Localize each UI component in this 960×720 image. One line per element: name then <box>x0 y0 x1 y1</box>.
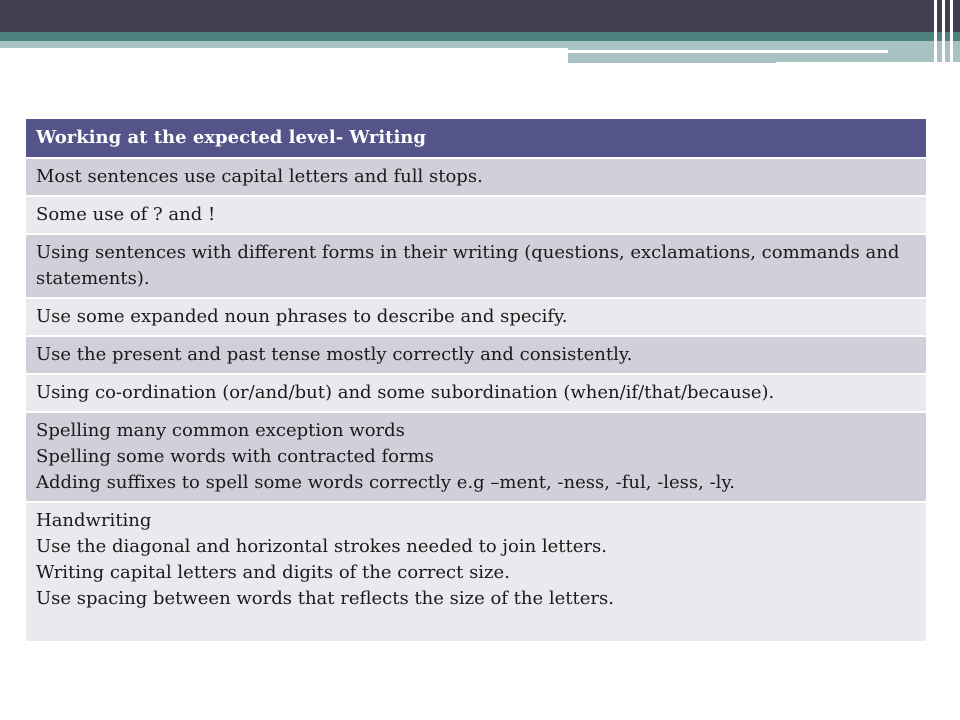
top-band-white-line <box>568 50 888 53</box>
table-cell <box>26 158 926 196</box>
table-cell <box>26 234 926 298</box>
corner-stripe <box>934 0 937 62</box>
cell-line: Writing capital letters and digits of the correct size. <box>36 562 510 583</box>
table-row <box>26 502 926 642</box>
cell-line: Most sentences use capital letters and full stops. <box>36 166 483 187</box>
table-row <box>26 298 926 336</box>
table-cell <box>26 412 926 502</box>
top-band-teal <box>0 32 960 41</box>
table-cell <box>26 336 926 374</box>
table-row <box>26 412 926 502</box>
table-row <box>26 336 926 374</box>
table-header: Working at the expected level- Writing <box>26 119 926 158</box>
cell-line: Use spacing between words that reflects the size of the letters. <box>36 588 614 609</box>
cell-line: Some use of ? and ! <box>36 204 216 225</box>
cell-line: Adding suffixes to spell some words correctly e.g –ment, -ness, -ful, -less, -ly. <box>36 472 735 493</box>
table-cell <box>26 196 926 234</box>
top-band-dark <box>0 0 960 32</box>
writing-criteria-table <box>26 119 926 643</box>
cell-line: Spelling some words with contracted forms <box>36 446 434 467</box>
cell-line: Handwriting <box>36 510 152 531</box>
cell-line: Spelling many common exception words <box>36 420 405 441</box>
table-cell <box>26 298 926 336</box>
table-cell <box>26 502 926 642</box>
cell-line: Using sentences with different forms in their writing (questions, exclamations, commands and statements). <box>36 242 900 289</box>
cell-line: Use some expanded noun phrases to describe and specify. <box>36 306 568 327</box>
table-row <box>26 234 926 298</box>
top-band-white-line <box>776 62 960 65</box>
corner-stripe <box>950 0 953 62</box>
table-row <box>26 196 926 234</box>
corner-stripe <box>942 0 945 62</box>
table-cell <box>26 374 926 412</box>
cell-line: Use the present and past tense mostly correctly and consistently. <box>36 344 633 365</box>
cell-line: Using co-ordination (or/and/but) and some subordination (when/if/that/because). <box>36 382 775 403</box>
table-row <box>26 158 926 196</box>
cell-line: Use the diagonal and horizontal strokes needed to join letters. <box>36 536 607 557</box>
table-header-row <box>26 119 926 158</box>
top-band-light <box>0 41 960 48</box>
table-row <box>26 374 926 412</box>
